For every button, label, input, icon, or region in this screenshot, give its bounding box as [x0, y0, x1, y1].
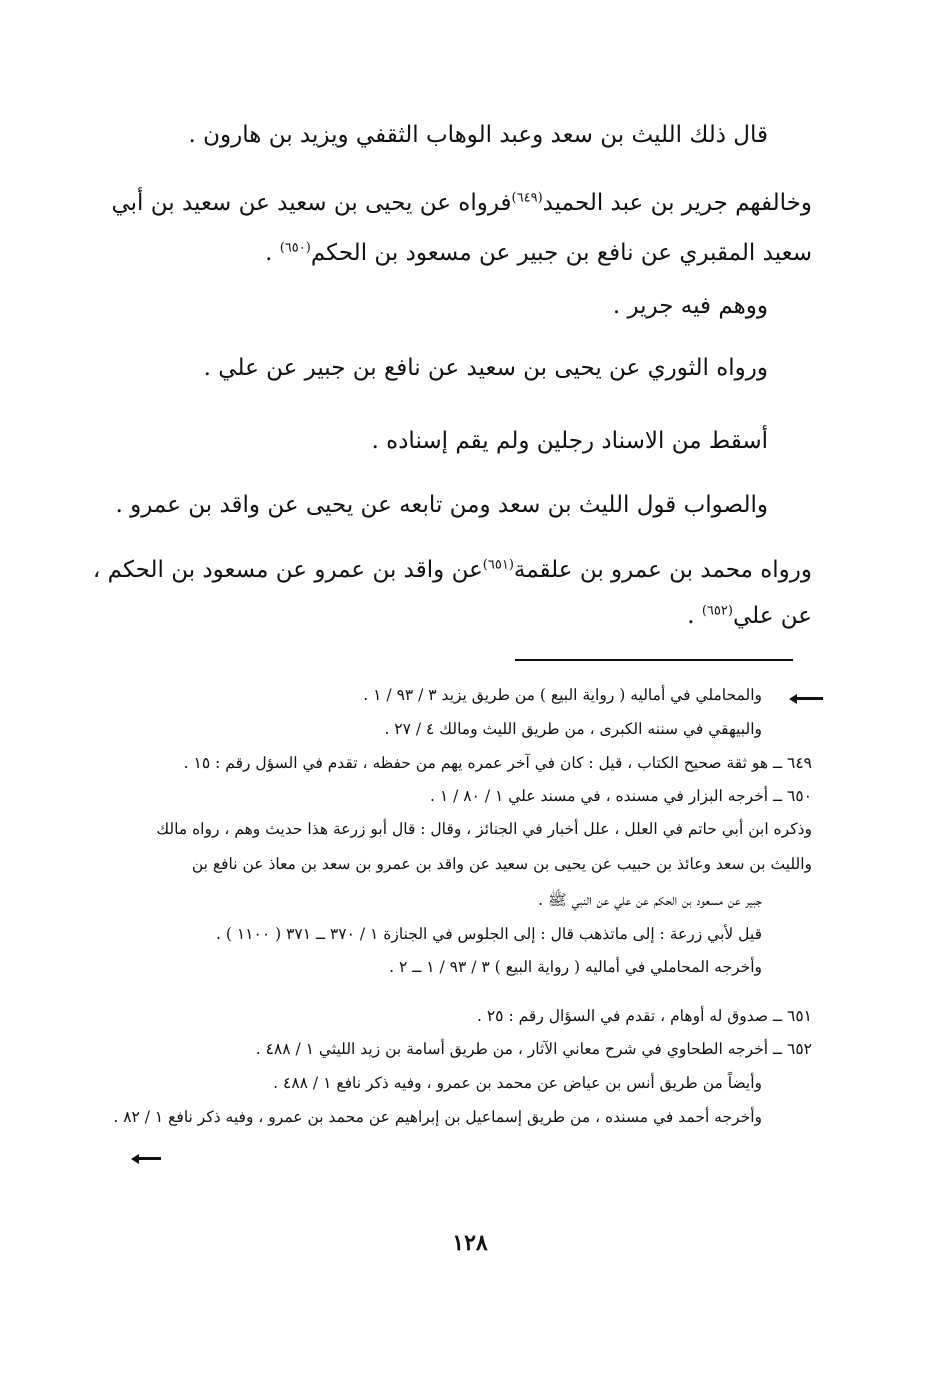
footnote-652: ٦٥٢ ــ أخرجه الطحاوي في شرح معاني الآثار ، من طريق أسامة بن زيد الليثي ١ / ٤٨٨ . [255, 1040, 812, 1058]
line-text: أسقط من الاسناد رجلين ولم يقم إسناده . [371, 428, 768, 454]
line-text: . [265, 240, 280, 266]
line-text: ورواه الثوري عن يحيى بن سعيد عن نافع بن جبير عن علي . [203, 355, 768, 381]
footnote-line: قيل لأبي زرعة : إلى ماتذهب قال : إلى الجلوس في الجنازة ١ / ٣٧٠ ــ ٣٧١ ( ١١٠٠ ) . [216, 925, 762, 943]
line-text: . [687, 603, 702, 629]
line-text: والصواب قول الليث بن سعد ومن تابعه عن يحيى عن واقد بن عمرو . [115, 492, 768, 518]
footnote-ref-652[interactable]: (٦٥٢) [701, 603, 733, 619]
text-line [265, 240, 812, 266]
text-line [613, 293, 768, 319]
page-number: ١٢٨ [452, 1230, 488, 1256]
footnote-line: وأخرجه المحاملي في أماليه ( رواية البيع ) ٣ / ٩٣ / ١ ــ ٢ . [389, 958, 762, 976]
footnote-ref-649[interactable]: (٦٤٩) [511, 190, 543, 206]
text-line [111, 190, 812, 216]
footnote-ref-651[interactable]: (٦٥١) [482, 557, 514, 573]
continuation-arrow-icon [137, 1157, 161, 1160]
footnote-line: والبيهقي في سننه الكبرى ، من طريق الليث ومالك ٤ / ٢٧ . [384, 720, 762, 738]
line-text: عن علي [732, 603, 812, 629]
text-line [116, 492, 769, 518]
footnote-separator [515, 659, 793, 661]
text-line [687, 603, 812, 629]
line-text: فرواه عن يحيى بن سعيد عن سعيد بن أبي [111, 190, 512, 216]
line-text: قال ذلك الليث بن سعد وعبد الوهاب الثقفي ويزيد بن هارون . [188, 122, 768, 148]
footnote-line: جبير عن مسعود بن الحكم عن علي عن النبي ﷺ . [538, 891, 762, 909]
footnote-650: ٦٥٠ ــ أخرجه البزار في مسنده ، في مسند علي ١ / ٨٠ / ١ . [429, 787, 812, 805]
footnote-line: وذكره ابن أبي حاتم في العلل ، علل أخبار في الجنائز ، وقال : قال أبو زرعة هذا حديث وهم ، رواه مالك [156, 820, 812, 838]
footnote-line: والمحاملي في أماليه ( رواية البيع ) من طريق يزيد ٣ / ٩٣ / ١ . [363, 686, 762, 704]
line-text: عن واقد بن عمرو عن مسعود بن الحكم ، [92, 557, 483, 583]
line-text: سعيد المقبري عن نافع بن جبير عن مسعود بن الحكم [310, 240, 812, 266]
text-line [204, 355, 768, 381]
line-text: ورواه محمد بن عمرو بن علقمة [513, 557, 812, 583]
line-text: ووهم فيه جرير . [612, 293, 768, 319]
footnote-ref-650[interactable]: (٦٥٠) [279, 240, 311, 256]
line-text: وخالفهم جرير بن عبد الحميد [542, 190, 812, 216]
text-line [93, 557, 812, 583]
footnote-line: وأيضاً من طريق أنس بن عياض عن محمد بن عمرو ، وفيه ذكر نافع ١ / ٤٨٨ . [273, 1074, 762, 1092]
text-line [189, 122, 768, 148]
footnote-line: وأخرجه أحمد في مسنده ، من طريق إسماعيل بن إبراهيم عن محمد بن عمرو ، وفيه ذكر نافع ١ / ٨٢ . [113, 1108, 762, 1126]
footnote-651: ٦٥١ ــ صدوق له أوهام ، تقدم في السؤال رقم : ٢٥ . [477, 1007, 812, 1025]
footnote-649: ٦٤٩ ــ هو ثقة صحيح الكتاب ، قيل : كان في آخر عمره يهم من حفظه ، تقدم في السؤل رقم : ١٥ . [183, 754, 812, 772]
footnote-line: والليث بن سعد وعائذ بن حبيب عن يحيى بن سعيد عن واقد بن عمرو بن سعد بن معاذ عن نافع بن [191, 855, 812, 873]
continuation-arrow-icon [795, 697, 823, 700]
text-line [372, 428, 768, 454]
